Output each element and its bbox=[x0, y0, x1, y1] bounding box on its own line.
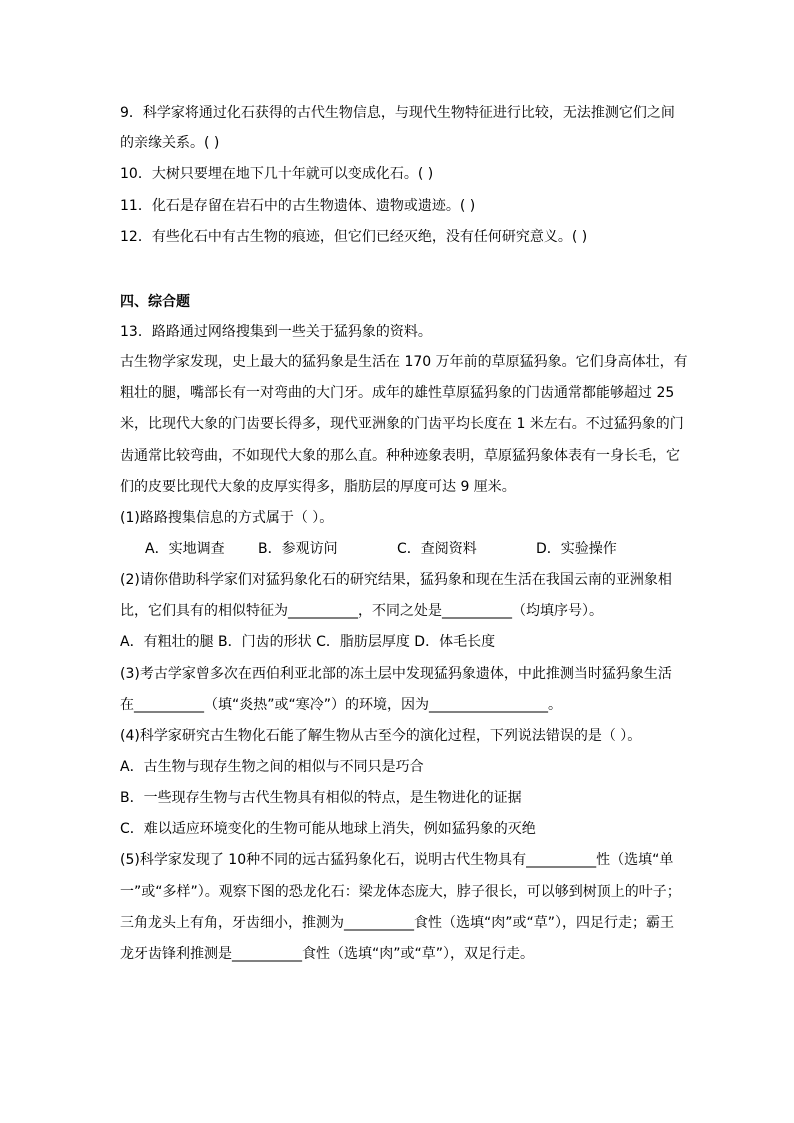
passage-line: 古生物学家发现，史上最大的猛犸象是生活在 170 万年前的草原猛犸象。它们身高体壮，有 bbox=[120, 354, 688, 370]
sub-question-2-line-1: (2)请你借助科学家们对猛犸象化石的研究结果，猛犸象和现在生活在我国云南的亚洲象相 bbox=[120, 572, 672, 588]
passage-line: 米，比现代大象的门齿要长得多，现代亚洲象的门齿平均长度在 1 米左右。不过猛犸象的门 bbox=[120, 416, 684, 432]
question-13-intro: 13．路路通过网络搜集到一些关于猛犸象的资料。 bbox=[120, 324, 432, 340]
sub-question-3-line-2: 在__________（填“炎热”或“寒冷”）的环境，因为_________________。 bbox=[120, 697, 563, 713]
question-9-line-2: 的亲缘关系。( ) bbox=[120, 135, 220, 151]
passage-line: 们的皮要比现代大象的皮厚实得多，脂肪层的厚度可达 9 厘米。 bbox=[120, 479, 516, 495]
question-9-line-1: 9．科学家将通过化石获得的古代生物信息，与现代生物特征进行比较，无法推测它们之间 bbox=[120, 105, 675, 121]
sub-question-5-line: (5)科学家发现了 10种不同的远古猛犸象化石，说明古代生物具有__________性（选填“单 bbox=[120, 852, 674, 868]
sub-question-5-line: 一”或“多样”）。观察下图的恐龙化石：梁龙体态庞大，脖子很长，可以够到树顶上的叶子； bbox=[120, 884, 681, 900]
question-12: 12．有些化石中有古生物的痕迹，但它们已经灭绝，没有任何研究意义。( ) bbox=[120, 229, 588, 245]
question-11: 11．化石是存留在岩石中的古生物遗体、遗物或遗迹。( ) bbox=[120, 198, 476, 214]
sub-question-3-line-1: (3)考古学家曾多次在西伯利亚北部的冻土层中发现猛犸象遗体，中此推测当时猛犸象生活 bbox=[120, 666, 672, 682]
sub-question-2-line-2: 比，它们具有的相似特征为__________，不同之处是__________（均填序号）。 bbox=[120, 603, 603, 619]
sub-question-4-option-a: A．古生物与现存生物之间的相似与不同只是巧合 bbox=[120, 759, 424, 775]
section-4-title: 四、综合题 bbox=[120, 294, 190, 310]
sub-question-4-option-c: C．难以适应环境变化的生物可能从地球上消失，例如猛犸象的灭绝 bbox=[120, 821, 536, 837]
passage-line: 粗壮的腿，嘴部长有一对弯曲的大门牙。成年的雄性草原猛犸象的门齿通常都能够超过 25 bbox=[120, 385, 675, 401]
option-b: B．参观访问 bbox=[258, 541, 338, 557]
sub-question-4-option-b: B．一些现存生物与古代生物具有相似的特点，是生物进化的证据 bbox=[120, 790, 522, 806]
sub-question-5-line: 三角龙头上有角，牙齿细小，推测为__________食性（选填“肉”或“草”），四足行走；霸王 bbox=[120, 915, 675, 931]
sub-question-1: (1)路路搜集信息的方式属于（ ）。 bbox=[120, 510, 334, 526]
option-a: A．实地调查 bbox=[145, 541, 225, 557]
option-c: C．查阅资料 bbox=[397, 541, 477, 557]
question-10: 10．大树只要埋在地下几十年就可以变成化石。( ) bbox=[120, 166, 434, 182]
option-d: D．实验操作 bbox=[536, 541, 617, 557]
passage-line: 齿通常比较弯曲，不如现代大象的那么直。种种迹象表明，草原猛犸象体表有一身长毛，它 bbox=[120, 448, 680, 464]
sub-question-2-options: A．有粗壮的腿 B．门齿的形状 C．脂肪层厚度 D．体毛长度 bbox=[120, 634, 496, 650]
sub-question-4: (4)科学家研究古生物化石能了解生物从古至今的演化过程，下列说法错误的是（ ）。 bbox=[120, 728, 642, 744]
sub-question-5-line: 龙牙齿锋利推测是__________食性（选填“肉”或“草”），双足行走。 bbox=[120, 946, 535, 962]
